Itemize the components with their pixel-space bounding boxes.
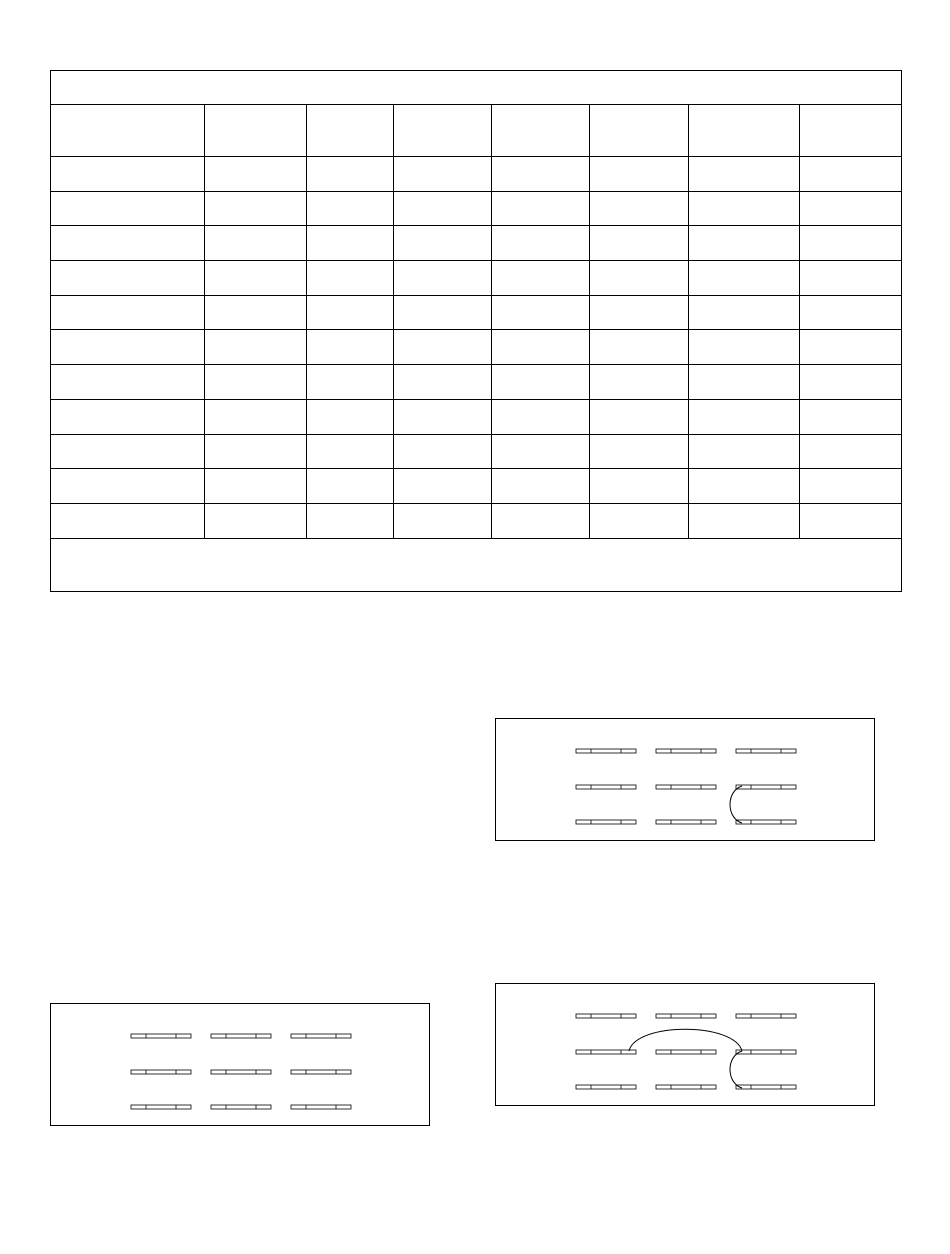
- column-header: [800, 105, 902, 157]
- table-cell: [590, 503, 689, 538]
- table-cell: [394, 469, 492, 504]
- spec-table: [50, 70, 902, 592]
- connector-strip: [211, 1034, 271, 1038]
- table-cell: [689, 261, 800, 296]
- table-cell: [205, 157, 307, 192]
- table-cell: [492, 157, 590, 192]
- table-row: [51, 261, 902, 296]
- table-cell: [51, 365, 205, 400]
- table-cell: [51, 330, 205, 365]
- column-header: [205, 105, 307, 157]
- table-cell: [492, 399, 590, 434]
- table-cell: [307, 191, 394, 226]
- table-cell: [492, 469, 590, 504]
- table-row: [51, 157, 902, 192]
- table-cell: [590, 399, 689, 434]
- table-cell: [800, 157, 902, 192]
- table-cell: [205, 226, 307, 261]
- table-cell: [800, 226, 902, 261]
- table-cell: [800, 295, 902, 330]
- table-header-row: [51, 105, 902, 157]
- table-cell: [800, 330, 902, 365]
- connector-grid-diagram: [496, 984, 874, 1105]
- connector-strip: [736, 1085, 796, 1089]
- table-cell: [51, 434, 205, 469]
- connector-strip: [656, 820, 716, 824]
- connector-strip: [736, 1014, 796, 1018]
- table-cell: [394, 157, 492, 192]
- table-cell: [689, 399, 800, 434]
- connector-strip: [291, 1105, 351, 1109]
- table-cell: [394, 226, 492, 261]
- table-cell: [307, 399, 394, 434]
- table-row: [51, 469, 902, 504]
- table-cell: [51, 157, 205, 192]
- table-cell: [492, 261, 590, 296]
- table-cell: [51, 226, 205, 261]
- connector-strip: [736, 1050, 796, 1054]
- table-cell: [205, 399, 307, 434]
- table-cell: [492, 434, 590, 469]
- table-row: [51, 365, 902, 400]
- table-cell: [51, 469, 205, 504]
- column-header: [492, 105, 590, 157]
- table-cell: [205, 261, 307, 296]
- connector-strip: [576, 1014, 636, 1018]
- table-cell: [307, 295, 394, 330]
- connector-strip: [656, 1085, 716, 1089]
- table-cell: [590, 191, 689, 226]
- connector-strip: [656, 1014, 716, 1018]
- connector-strip: [576, 785, 636, 789]
- table-cell: [307, 157, 394, 192]
- table-cell: [590, 261, 689, 296]
- connector-strip: [131, 1070, 191, 1074]
- table-cell: [800, 261, 902, 296]
- table-cell: [590, 469, 689, 504]
- table-cell: [689, 434, 800, 469]
- table-cell: [590, 226, 689, 261]
- table-title: [51, 71, 902, 105]
- column-header: [590, 105, 689, 157]
- connector-diagram-double-jumper: [495, 983, 875, 1106]
- connector-strip: [576, 820, 636, 824]
- connector-strip: [291, 1070, 351, 1074]
- table-cell: [394, 365, 492, 400]
- table-cell: [394, 503, 492, 538]
- table-cell: [689, 295, 800, 330]
- table-cell: [590, 365, 689, 400]
- table-cell: [492, 503, 590, 538]
- table-cell: [307, 261, 394, 296]
- table-row: [51, 330, 902, 365]
- table-cell: [307, 503, 394, 538]
- table-cell: [394, 434, 492, 469]
- table-cell: [689, 157, 800, 192]
- connector-strip: [131, 1034, 191, 1038]
- table-cell: [205, 330, 307, 365]
- table-cell: [205, 469, 307, 504]
- connector-strip: [576, 1085, 636, 1089]
- connector-strip: [656, 749, 716, 753]
- table-cell: [492, 295, 590, 330]
- connector-strip: [131, 1105, 191, 1109]
- connector-strip: [736, 749, 796, 753]
- table-cell: [800, 399, 902, 434]
- table-footnote: [51, 538, 902, 591]
- jumper-wire: [629, 1029, 742, 1051]
- table-cell: [205, 434, 307, 469]
- table-cell: [394, 191, 492, 226]
- connector-strip: [736, 820, 796, 824]
- table-cell: [51, 295, 205, 330]
- connector-strip: [576, 1050, 636, 1054]
- connector-diagram-single-jumper: [495, 718, 875, 841]
- table-cell: [394, 295, 492, 330]
- table-cell: [590, 295, 689, 330]
- table-row: [51, 399, 902, 434]
- table-cell: [689, 226, 800, 261]
- connector-grid-diagram: [496, 719, 874, 840]
- table-cell: [307, 226, 394, 261]
- table-cell: [205, 365, 307, 400]
- table-cell: [689, 503, 800, 538]
- jumper-wire: [730, 786, 742, 823]
- table-cell: [307, 434, 394, 469]
- table-cell: [492, 191, 590, 226]
- table-cell: [590, 157, 689, 192]
- table-cell: [800, 469, 902, 504]
- table-cell: [800, 365, 902, 400]
- table-cell: [492, 330, 590, 365]
- table-cell: [689, 330, 800, 365]
- table-cell: [689, 469, 800, 504]
- table-cell: [205, 295, 307, 330]
- table-cell: [51, 399, 205, 434]
- table-row: [51, 503, 902, 538]
- table-row: [51, 226, 902, 261]
- connector-strip: [656, 1050, 716, 1054]
- connector-strip: [736, 785, 796, 789]
- table-cell: [394, 399, 492, 434]
- table-cell: [394, 330, 492, 365]
- table-row: [51, 434, 902, 469]
- table-cell: [492, 365, 590, 400]
- connector-diagram-no-jumper: [50, 1003, 430, 1126]
- table-cell: [205, 191, 307, 226]
- table-cell: [51, 191, 205, 226]
- connector-strip: [211, 1070, 271, 1074]
- table-cell: [307, 365, 394, 400]
- table-cell: [307, 469, 394, 504]
- table-cell: [590, 330, 689, 365]
- connector-grid-diagram: [51, 1004, 429, 1125]
- table-footer-row: [51, 538, 902, 591]
- column-header: [51, 105, 205, 157]
- table-cell: [689, 365, 800, 400]
- table-cell: [394, 261, 492, 296]
- table-title-row: [51, 71, 902, 105]
- connector-strip: [291, 1034, 351, 1038]
- table-row: [51, 191, 902, 226]
- table-cell: [800, 503, 902, 538]
- table-cell: [800, 434, 902, 469]
- connector-strip: [211, 1105, 271, 1109]
- table-cell: [307, 330, 394, 365]
- table-cell: [689, 191, 800, 226]
- table-cell: [800, 191, 902, 226]
- jumper-wire: [730, 1051, 742, 1088]
- table-cell: [205, 503, 307, 538]
- connector-strip: [656, 785, 716, 789]
- column-header: [689, 105, 800, 157]
- table-row: [51, 295, 902, 330]
- table-cell: [51, 503, 205, 538]
- table-cell: [492, 226, 590, 261]
- table-cell: [51, 261, 205, 296]
- column-header: [394, 105, 492, 157]
- connector-strip: [576, 749, 636, 753]
- column-header: [307, 105, 394, 157]
- table-cell: [590, 434, 689, 469]
